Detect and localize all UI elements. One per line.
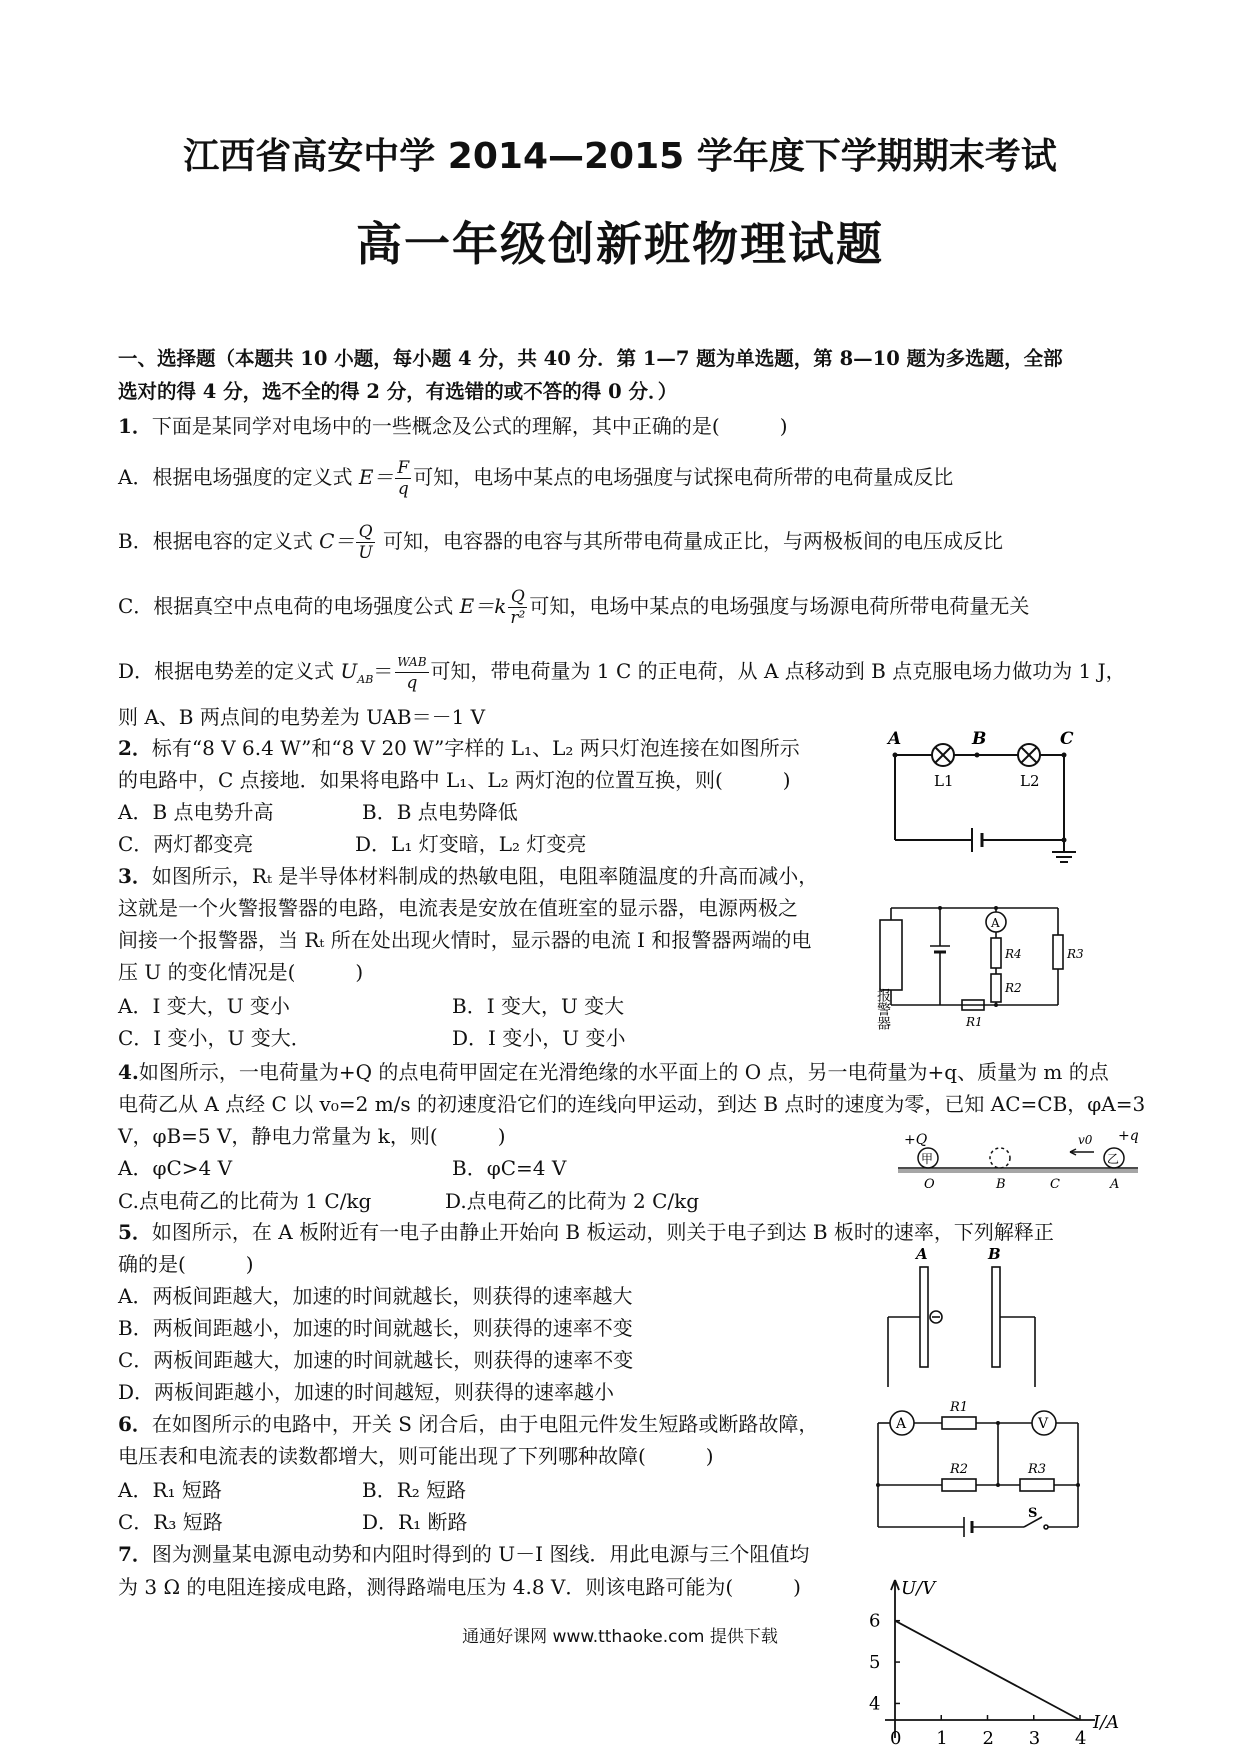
q1-a-den: q: [397, 479, 409, 499]
q2-fig-label-l2: L2: [1020, 772, 1040, 790]
q5-figure: [880, 1245, 1050, 1390]
q2-option-b: B．B 点电势降低: [362, 800, 518, 824]
q1-c-pre: C．根据真空中点电荷的电场强度公式: [118, 594, 460, 618]
q6-line1: [118, 1409, 818, 1439]
q1-c-post: 可知，电场中某点的电场强度与场源电荷所带电荷量无关: [529, 594, 1030, 618]
q7-ui-chart: [855, 1570, 1125, 1750]
q6-number: 6．: [118, 1412, 152, 1436]
q1-d-fraction: [395, 652, 428, 693]
q2-number: 2．: [118, 736, 152, 760]
q4-fig-b: B: [996, 1177, 1006, 1192]
q4-option-c: C.点电荷乙的比荷为 1 C/kg: [118, 1189, 372, 1213]
q2-fig-label-a: A: [888, 729, 902, 749]
exam-title: 江西省高安中学 2014—2015 学年度下学期期末考试: [183, 136, 1057, 177]
chart-y-tick-4: 4: [869, 1693, 881, 1715]
q3-option-d: D．I 变小，U 变小: [452, 1026, 626, 1050]
section-heading-line1: 一、选择题（本题共 10 小题，每小题 4 分，共 40 分．第 1—7 题为单选题，第 8—10 题为多选题，全部: [118, 347, 1063, 370]
q6-fig-voltmeter-label: V: [1038, 1416, 1049, 1432]
q4-fig-c: C: [1050, 1177, 1060, 1192]
chart-y-label: U/V: [901, 1578, 936, 1599]
q3-fig-alarm-label: 报警器: [875, 988, 891, 1030]
chart-x-tick-2: 2: [982, 1728, 994, 1749]
q5-line1-text: 如图所示，在 A 板附近有一电子由静止开始向 B 板运动，则关于电子到达 B 板时的速率，下列解释正: [151, 1220, 1054, 1244]
q3-line1-text: 如图所示，Rₜ 是半导体材料制成的热敏电阻，电阻率随温度的升高而减小，: [151, 864, 819, 888]
q1-stem-text: 下面是某同学对电场中的一些概念及公式的理解，其中正确的是( ): [151, 414, 788, 438]
q1-c-lhs: E＝k: [459, 594, 507, 618]
q6-fig-r3-label: R3: [1028, 1462, 1047, 1477]
q3-number: 3．: [118, 864, 152, 888]
q5-line2: 确的是( ): [118, 1252, 254, 1276]
q4-number: 4.: [118, 1060, 139, 1084]
q7-line1: [118, 1539, 809, 1569]
q1-a-post: 可知，电场中某点的电场强度与试探电荷所带的电荷量成反比: [413, 465, 954, 489]
q3-option-b: B．I 变大，U 变大: [452, 994, 625, 1018]
q6-fig-ammeter-label: A: [896, 1416, 907, 1432]
section-heading-line2: 选对的得 4 分，选不全的得 2 分，有选错的或不答的得 0 分．）: [118, 380, 678, 403]
q6-option-b: B．R₂ 短路: [362, 1478, 467, 1502]
q3-line1: [118, 861, 818, 891]
q1-d-pre: D．根据电势差的定义式: [118, 659, 341, 683]
q3-option-c: C．I 变小，U 变大．: [118, 1026, 311, 1050]
chart-x-tick-0: 0: [890, 1728, 902, 1749]
q1-b-den: U: [358, 543, 373, 563]
q6-line2: 电压表和电流表的读数都增大，则可能出现了下列哪种故障( ): [118, 1444, 714, 1468]
q1-stem: [118, 411, 788, 441]
q5-option-c: C．两板间距越大，加速的时间就越长，则获得的速率不变: [118, 1348, 634, 1372]
q2-fig-label-l1: L1: [934, 772, 954, 790]
q2-line1-text: 标有“8 V 6.4 W”和“8 V 20 W”字样的 L₁、L₂ 两只灯泡连接在如图所示: [151, 736, 800, 760]
q5-fig-label-b: B: [988, 1245, 1001, 1263]
q5-number: 5．: [118, 1220, 152, 1244]
q1-d-sub: AB: [357, 673, 374, 686]
q1-d-den: q: [406, 673, 418, 693]
q6-option-a: A．R₁ 短路: [118, 1478, 222, 1502]
q5-option-b: B．两板间距越小，加速的时间就越长，则获得的速率不变: [118, 1316, 633, 1340]
chart-x-tick-1: 1: [936, 1728, 948, 1749]
q2-option-d: D．L₁ 灯变暗，L₂ 灯变亮: [355, 832, 587, 856]
q1-b-post: 可知，电容器的电容与其所带电荷量成正比，与两极板间的电压成反比: [376, 529, 1004, 553]
q1-d-lhs: U: [340, 659, 358, 683]
q4-fig-o: O: [924, 1177, 935, 1192]
q2-line1: [118, 733, 800, 763]
page-footer: 通通好课网 www.tthaoke.com 提供下载: [462, 1627, 778, 1647]
q4-fig-v0: v0: [1078, 1133, 1093, 1147]
q7-number: 7．: [118, 1542, 152, 1566]
q6-option-d: D．R₁ 断路: [362, 1510, 468, 1534]
q3-fig-r4-label: R4: [1005, 947, 1022, 961]
q3-fig-r1-label: R1: [966, 1015, 983, 1029]
q1-a-pre: A．根据电场强度的定义式: [118, 465, 359, 489]
q2-line2: 的电路中，C 点接地．如果将电路中 L₁、L₂ 两灯泡的位置互换，则( ): [118, 768, 791, 792]
q6-circuit-figure: [872, 1395, 1087, 1545]
q3-fig-meter-label: A: [991, 916, 1000, 930]
q1-a-fraction: [395, 458, 411, 499]
q1-d-post: 可知，带电荷量为 1 C 的正电荷，从 A 点移动到 B 点克服电场力做功为 1 J，: [430, 659, 1126, 683]
q6-fig-switch-label: S: [1028, 1506, 1038, 1521]
q1-option-a: [118, 458, 953, 499]
chart-y-tick-5: 5: [869, 1652, 881, 1674]
q4-option-d: D.点电荷乙的比荷为 2 C/kg: [445, 1189, 700, 1213]
q2-circuit-figure: [880, 730, 1080, 860]
q3-circuit-figure: [875, 890, 1088, 1030]
exam-subtitle: 高一年级创新班物理试题: [356, 217, 884, 271]
q1-option-d: [118, 652, 1126, 695]
q1-b-fraction: [356, 522, 374, 563]
q1-b-pre: B．根据电容的定义式: [118, 529, 320, 553]
q3-line4: 压 U 的变化情况是( ): [118, 960, 364, 984]
q4-option-b: B．φC=4 V: [452, 1156, 567, 1180]
chart-y-tick-6: 6: [869, 1610, 881, 1632]
q1-option-b: [118, 522, 1003, 563]
q1-d-eq: ＝: [373, 659, 394, 683]
q4-figure: [898, 1130, 1148, 1192]
chart-x-tick-4: 4: [1075, 1728, 1087, 1749]
q3-line2: 这就是一个火警报警器的电路，电流表是安放在值班室的显示器，电源两极之: [118, 896, 798, 920]
q4-line2: 电荷乙从 A 点经 C 以 v₀=2 m/s 的初速度沿它们的连线向甲运动，到达 B 点时的速度为零，已知 AC=CB，φA=3: [118, 1092, 1146, 1116]
q5-option-d: D．两板间距越小，加速的时间越短，则获得的速率越小: [118, 1380, 615, 1404]
q3-fig-r3-label: R3: [1067, 947, 1084, 961]
q4-line1: [118, 1057, 1109, 1087]
q1-option-d-line2: 则 A、B 两点间的电势差为 UAB＝－1 V: [118, 705, 486, 729]
q1-number: 1．: [118, 414, 152, 438]
q1-c-fraction: [508, 587, 527, 628]
q6-line1-text: 在如图所示的电路中，开关 S 闭合后，由于电阻元件发生短路或断路故障，: [151, 1412, 819, 1436]
q4-fig-a: A: [1110, 1177, 1120, 1192]
q1-a-num: F: [397, 458, 410, 478]
q4-line1-text: 如图所示，一电荷量为+Q 的点电荷甲固定在光滑绝缘的水平面上的 O 点，另一电荷量为+q、质量为 m 的点: [138, 1060, 1109, 1084]
chart-x-tick-3: 3: [1028, 1728, 1041, 1749]
q2-fig-label-c: C: [1060, 729, 1074, 749]
q1-d-num: WAB: [395, 652, 428, 673]
q4-line3: V，φB=5 V，静电力常量为 k，则( ): [118, 1124, 506, 1148]
q6-option-c: C．R₃ 短路: [118, 1510, 223, 1534]
q1-b-num: Q: [356, 522, 374, 543]
chart-x-label: I/A: [1093, 1712, 1120, 1733]
q5-line1: [118, 1217, 1054, 1247]
q6-fig-r2-label: R2: [950, 1462, 969, 1477]
q7-line2: 为 3 Ω 的电阻连接成电路，测得路端电压为 4.8 V．则该电路可能为( ): [118, 1575, 801, 1599]
q4-fig-plus-small-q: +q: [1118, 1128, 1139, 1144]
q6-fig-r1-label: R1: [950, 1400, 969, 1415]
q5-fig-label-a: A: [916, 1245, 928, 1263]
q3-option-a: A．I 变大，U 变小: [118, 994, 290, 1018]
q1-a-lhs: E＝: [358, 465, 394, 489]
q1-option-c: [118, 587, 1029, 628]
q4-fig-jia: 甲: [921, 1152, 934, 1166]
q7-line1-text: 图为测量某电源电动势和内阻时得到的 U－I 图线．用此电源与三个阻值均: [151, 1542, 810, 1566]
q4-option-a: A．φC>4 V: [118, 1156, 233, 1180]
q3-fig-r2-label: R2: [1005, 981, 1022, 995]
q3-line3: 间接一个报警器，当 Rₜ 所在处出现火情时，显示器的电流 I 和报警器两端的电: [118, 928, 812, 952]
q4-fig-plus-big-q: +Q: [904, 1132, 928, 1148]
q1-c-den: r²: [510, 608, 526, 628]
q4-fig-yi: 乙: [1107, 1152, 1120, 1166]
q5-option-a: A．两板间距越大，加速的时间就越长，则获得的速率越大: [118, 1284, 633, 1308]
q2-option-a: A．B 点电势升高: [118, 800, 274, 824]
q1-b-lhs: C＝: [319, 529, 355, 553]
q2-option-c: C．两灯都变亮: [118, 832, 254, 856]
q2-fig-label-b: B: [972, 729, 987, 749]
q1-c-num: Q: [508, 587, 527, 608]
